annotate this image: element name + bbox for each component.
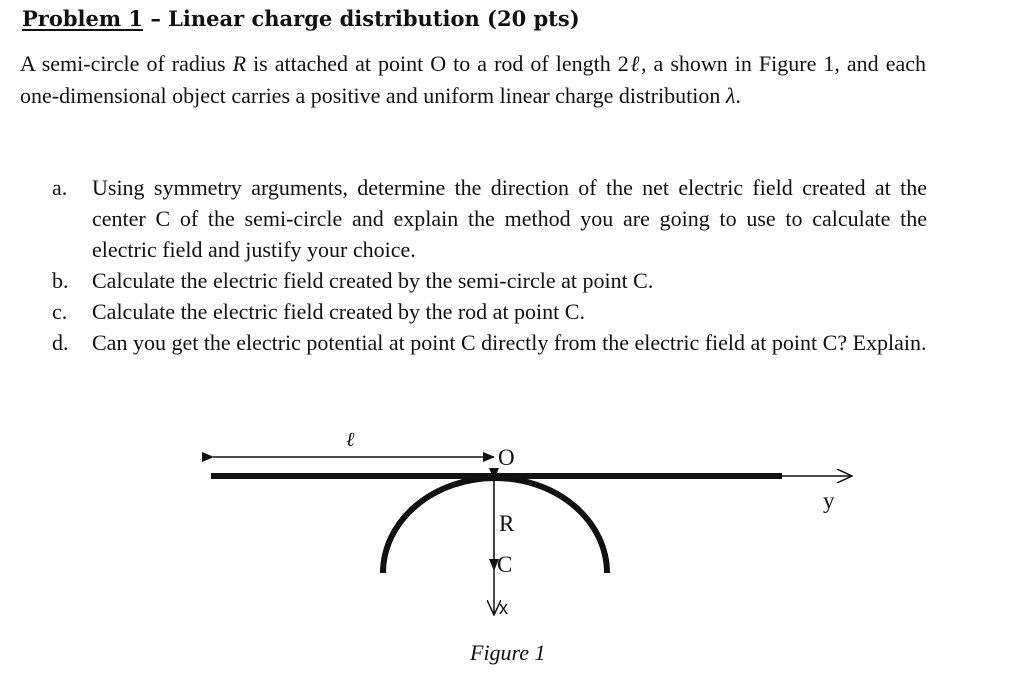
question-text: Calculate the electric field created by the semi-circle at point C. (92, 268, 654, 293)
x-axis-label: x (499, 598, 508, 618)
intro-symbol-ell: ℓ (628, 51, 641, 76)
problem-heading: – Linear charge distribution (20 pts) (143, 6, 580, 31)
question-item (52, 265, 927, 296)
question-label: d. (52, 330, 69, 355)
question-text: Using symmetry arguments, determine the direction of the net electric field created at the center C of the semi-circle and explain the method you are going to use to calculate the electric field and justify your choice. (92, 175, 927, 262)
problem-number: Problem 1 (22, 6, 144, 31)
question-label: b. (52, 268, 69, 293)
point-C-label: C (497, 552, 513, 577)
charged-semicircle (383, 478, 607, 573)
question-list (52, 172, 927, 358)
question-text: Can you get the electric potential at point C directly from the electric field at point C? Explain. (92, 330, 927, 355)
intro-symbol-R: R (232, 51, 247, 76)
intro-text-3: , a shown in Figure 1, and each one-dimensional object carries a positive and uniform linear charge distribution (20, 51, 926, 108)
intro-symbol-lambda: λ (725, 83, 736, 108)
y-axis-label: y (823, 488, 835, 513)
intro-text-1: A semi-circle of radius (20, 51, 233, 76)
question-label: c. (52, 299, 68, 324)
intro-text-2: is attached at point O to a rod of length 2 (246, 51, 629, 76)
question-text: Calculate the electric field created by the rod at point C. (92, 299, 585, 324)
question-item (52, 327, 927, 358)
question-item (52, 296, 927, 327)
problem-statement (20, 48, 926, 112)
point-O-label: O (498, 445, 515, 470)
question-item (52, 172, 927, 265)
problem-title (22, 6, 580, 31)
question-label: a. (52, 175, 68, 200)
radius-label: R (499, 511, 515, 536)
intro-text-4: . (735, 83, 741, 108)
ell-label: ℓ (346, 427, 355, 451)
figure-caption: Figure 1 (470, 640, 546, 665)
